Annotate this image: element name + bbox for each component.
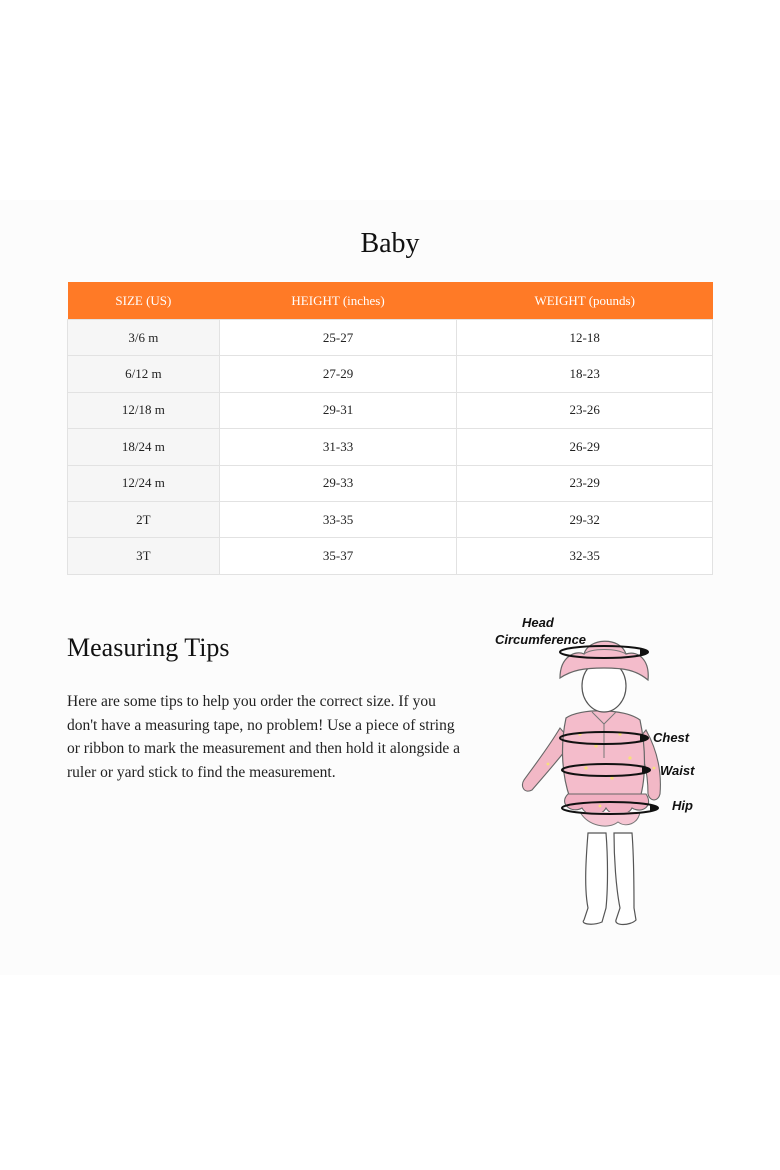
size-chart-table	[67, 282, 713, 575]
weight-cell: 12-18	[457, 320, 713, 356]
height-cell: 29-31	[219, 392, 457, 428]
hip-label: Hip	[672, 798, 693, 813]
size-cell: 12/18 m	[68, 392, 220, 428]
height-cell: 25-27	[219, 320, 457, 356]
column-header-height: HEIGHT (inches)	[219, 282, 457, 320]
size-chart-title: Baby	[360, 228, 420, 259]
weight-cell: 32-35	[457, 538, 713, 574]
size-cell: 2T	[68, 501, 220, 537]
weight-cell: 18-23	[457, 356, 713, 392]
size-cell: 3/6 m	[68, 320, 220, 356]
table-row	[68, 392, 713, 428]
column-header-size: SIZE (US)	[68, 282, 220, 320]
size-cell: 3T	[68, 538, 220, 574]
size-cell: 12/24 m	[68, 465, 220, 501]
height-cell: 31-33	[219, 429, 457, 465]
size-cell: 18/24 m	[68, 429, 220, 465]
measuring-tips-text: Here are some tips to help you order the correct size. If you don't have a measuring tape, no problem! Use a piece of string or ribbon to mark the measurement and then hold it alongside a ruler or yard stick to find the measurement.	[67, 693, 460, 781]
weight-cell: 26-29	[457, 429, 713, 465]
head-label-line1: Head	[522, 615, 554, 630]
height-cell: 35-37	[219, 538, 457, 574]
chest-label: Chest	[653, 730, 690, 745]
table-row	[68, 429, 713, 465]
table-row	[68, 465, 713, 501]
weight-cell: 23-26	[457, 392, 713, 428]
table-row	[68, 501, 713, 537]
table-row	[68, 320, 713, 356]
height-cell: 27-29	[219, 356, 457, 392]
height-cell: 33-35	[219, 501, 457, 537]
height-cell: 29-33	[219, 465, 457, 501]
waist-label: Waist	[660, 763, 695, 778]
column-header-weight: WEIGHT (pounds)	[457, 282, 713, 320]
measuring-tips-heading: Measuring Tips	[67, 633, 230, 662]
table-header-row	[68, 282, 713, 320]
size-cell: 6/12 m	[68, 356, 220, 392]
table-row	[68, 356, 713, 392]
weight-cell: 29-32	[457, 501, 713, 537]
weight-cell: 23-29	[457, 465, 713, 501]
table-row	[68, 538, 713, 574]
measuring-illustration	[488, 608, 708, 938]
head-label-line2: Circumference	[495, 632, 587, 647]
